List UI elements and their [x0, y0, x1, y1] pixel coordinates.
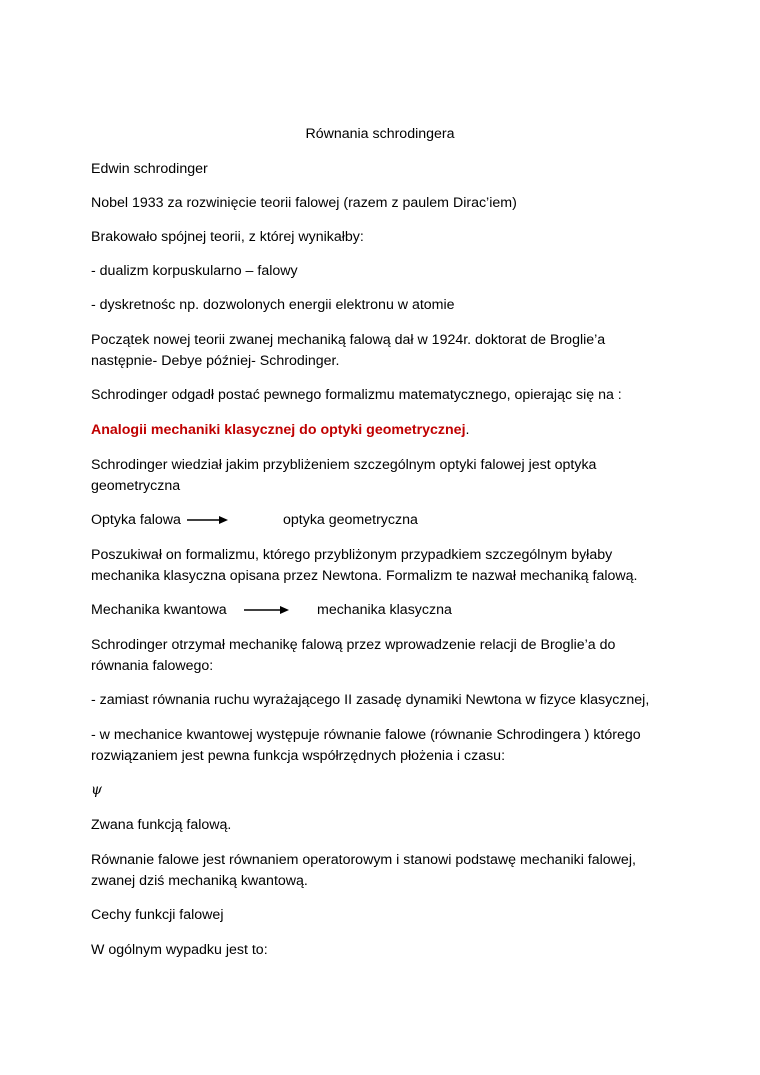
arrow-right-icon — [186, 513, 230, 527]
analogy-emphasis: Analogii mechaniki klasycznej do optyki geometrycznej — [91, 422, 466, 438]
operator-line-1: Równanie falowe jest równaniem operatorowym i stanowi podstawę mechaniki falowej, — [91, 852, 636, 868]
lacked-theory-line: Brakowało spójnej teorii, z której wynikałby: — [91, 229, 364, 245]
beginning-line-1: Początek nowej teorii zwanej mechaniką falową dał w 1924r. doktorat de Broglie’a — [91, 332, 606, 348]
instead-line: - zamiast równania ruchu wyrażającego II zasadę dynamiki Newtona w fizyce klasycznej, — [91, 692, 650, 708]
beginning-line-2: następnie- Debye później- Schrodinger. — [91, 353, 340, 369]
knew-line-1: Schrodinger wiedział jakim przybliżeniem szczególnym optyki falowej jest optyka — [91, 457, 597, 473]
quantum-line-2: rozwiązaniem jest pewna funkcja współrzędnych płożenia i czasu: — [91, 748, 506, 764]
sought-line-1: Poszukiwał on formalizmu, którego przybliżonym przypadkiem szczególnym byłaby — [91, 547, 613, 563]
nobel-line: Nobel 1933 za rozwinięcie teorii falowej (razem z paulem Dirac’iem) — [91, 195, 517, 211]
features-line: Cechy funkcji falowej — [91, 907, 224, 923]
bullet-discreteness: - dyskretnośc np. dozwolonych energii elektronu w atomie — [91, 297, 455, 313]
obtained-line-1: Schrodinger otrzymał mechanikę falową przez wprowadzenie relacji de Broglie’a do — [91, 637, 616, 653]
relation-from-quantum: Mechanika kwantowa — [91, 602, 227, 618]
bullet-duality: - dualizm korpuskularno – falowy — [91, 263, 298, 279]
knew-line-2: geometryczna — [91, 478, 181, 494]
operator-line-2: zwanej dziś mechaniką kwantową. — [91, 873, 308, 889]
guessed-line: Schrodinger odgadł postać pewnego formalizmu matematycznego, opierając się na : — [91, 387, 622, 403]
psi-symbol: ψ — [91, 782, 102, 798]
arrow-right-icon — [243, 603, 291, 617]
called-line: Zwana funkcją falową. — [91, 817, 232, 833]
general-line: W ogólnym wypadku jest to: — [91, 942, 268, 958]
relation-to-classical: mechanika klasyczna — [317, 602, 452, 618]
analogy-period: . — [465, 422, 470, 438]
obtained-line-2: równania falowego: — [91, 658, 214, 674]
sought-line-2: mechanika klasyczna opisana przez Newtona. Formalizm te nazwał mechaniką falową. — [91, 568, 638, 584]
page-title: Równania schrodingera — [305, 126, 455, 142]
relation-from-optics: Optyka falowa — [91, 512, 181, 528]
quantum-line-1: - w mechanice kwantowej występuje równanie falowe (równanie Schrodingera ) którego — [91, 727, 641, 743]
author-line: Edwin schrodinger — [91, 161, 208, 177]
analogy-line — [91, 420, 469, 440]
relation-to-geometric-optics: optyka geometryczna — [283, 512, 418, 528]
